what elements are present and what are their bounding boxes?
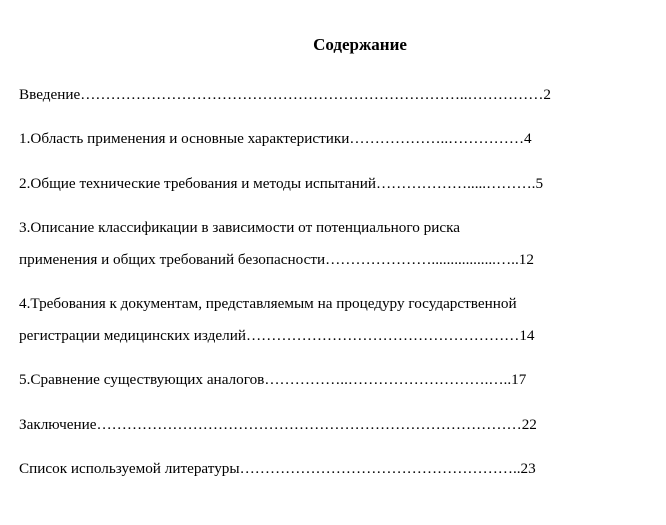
toc-entry-introduction: Введение…………………………………………………………………..……………2 (19, 86, 552, 103)
toc-entry-2: 2.Общие технические требования и методы испытаний……………….....……….5 (19, 175, 544, 192)
toc-entry-3-line-1: 3.Описание классификации в зависимости от потенциального риска (19, 219, 460, 236)
toc-entry-references: Список используемой литературы………………………………………………..23 (19, 460, 536, 477)
toc-title: Содержание (313, 35, 407, 54)
toc-entry-conclusion: Заключение…………………………………………………………………………22 (19, 416, 537, 433)
toc-entry-3-line-2: применения и общих требований безопасности………………….................…..12 (19, 251, 534, 268)
toc-entry-5: 5.Сравнение существующих аналогов……………..……………………….…..17 (19, 371, 527, 388)
toc-entry-4-line-2: регистрации медицинских изделий………………………………………………14 (19, 327, 535, 344)
toc-entry-4-line-1: 4.Требования к документам, представляемым на процедуру государственной (19, 295, 517, 312)
toc-entry-1: 1.Область применения и основные характеристики………………..……………4 (19, 130, 532, 147)
